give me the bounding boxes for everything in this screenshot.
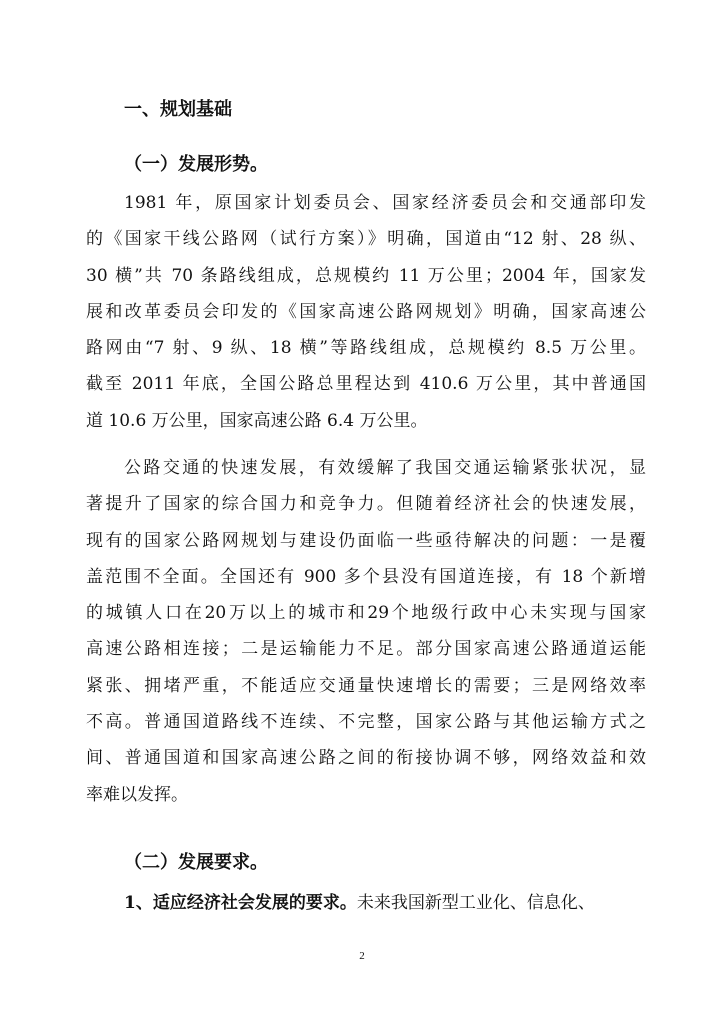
page-number: 2 [359, 950, 365, 962]
paragraph-line: 不高。普通国道路线不连续、不完整，国家公路与其他运输方式之 [86, 712, 646, 733]
paragraph-line: 公路交通的快速发展，有效缓解了我国交通运输紧张状况，显 [124, 458, 646, 478]
paragraph-problems [86, 450, 646, 813]
paragraph-line: 高速公路相连接；二是运输能力不足。部分国家高速公路通道运能 [86, 639, 646, 660]
paragraph-line: 著提升了国家的综合国力和竞争力。但随着经济社会的快速发展， [86, 494, 646, 515]
paragraph-line: 展和改革委员会印发的《国家高速公路网规划》明确，国家高速公 [86, 301, 646, 322]
paragraph-line: 紧张、拥堵严重，不能适应交通量快速增长的需要；三是网络效率 [86, 675, 646, 696]
paragraph-line: 的城镇人口在20万以上的城市和29个地级行政中心未实现与国家 [86, 603, 646, 624]
paragraph-line: 盖范围不全面。全国还有 900 多个县没有国道连接，有 18 个新增 [86, 566, 646, 587]
paragraph-line: 现有的国家公路网规划与建设仍面临一些亟待解决的问题：一是覆 [86, 530, 646, 551]
paragraph-line: 道 10.6 万公里，国家高速公路 6.4 万公里。 [86, 410, 428, 431]
subsection-heading-development-requirements: （二）发展要求。 [124, 852, 268, 873]
requirement-text: 未来我国新型工业化、信息化、 [356, 893, 595, 913]
paragraph-requirement-1 [86, 885, 646, 921]
paragraph-line: 30 横”共 70 条路线组成，总规模约 11 万公里；2004 年，国家发 [86, 265, 646, 286]
paragraph-line [86, 885, 646, 921]
requirement-lead: 1、适应经济社会发展的要求。 [124, 893, 357, 913]
paragraph-development-situation [86, 185, 646, 439]
paragraph-line: 路网由“7 射、9 纵、18 横”等路线组成，总规模约 8.5 万公里。 [86, 338, 646, 359]
subsection-heading-development-situation: （一）发展形势。 [124, 154, 268, 175]
paragraph-line: 1981 年，原国家计划委员会、国家经济委员会和交通部印发 [124, 193, 646, 213]
paragraph-line: 截至 2011 年底，全国公路总里程达到 410.6 万公里，其中普通国 [86, 374, 646, 395]
section-heading: 一、规划基础 [124, 99, 232, 120]
paragraph-line: 率难以发挥。 [86, 784, 188, 805]
paragraph-line: 的《国家干线公路网（试行方案）》明确，国道由“12 射、28 纵、 [86, 229, 646, 250]
paragraph-line: 间、普通国道和国家高速公路之间的衔接协调不够，网络效益和效 [86, 748, 646, 769]
